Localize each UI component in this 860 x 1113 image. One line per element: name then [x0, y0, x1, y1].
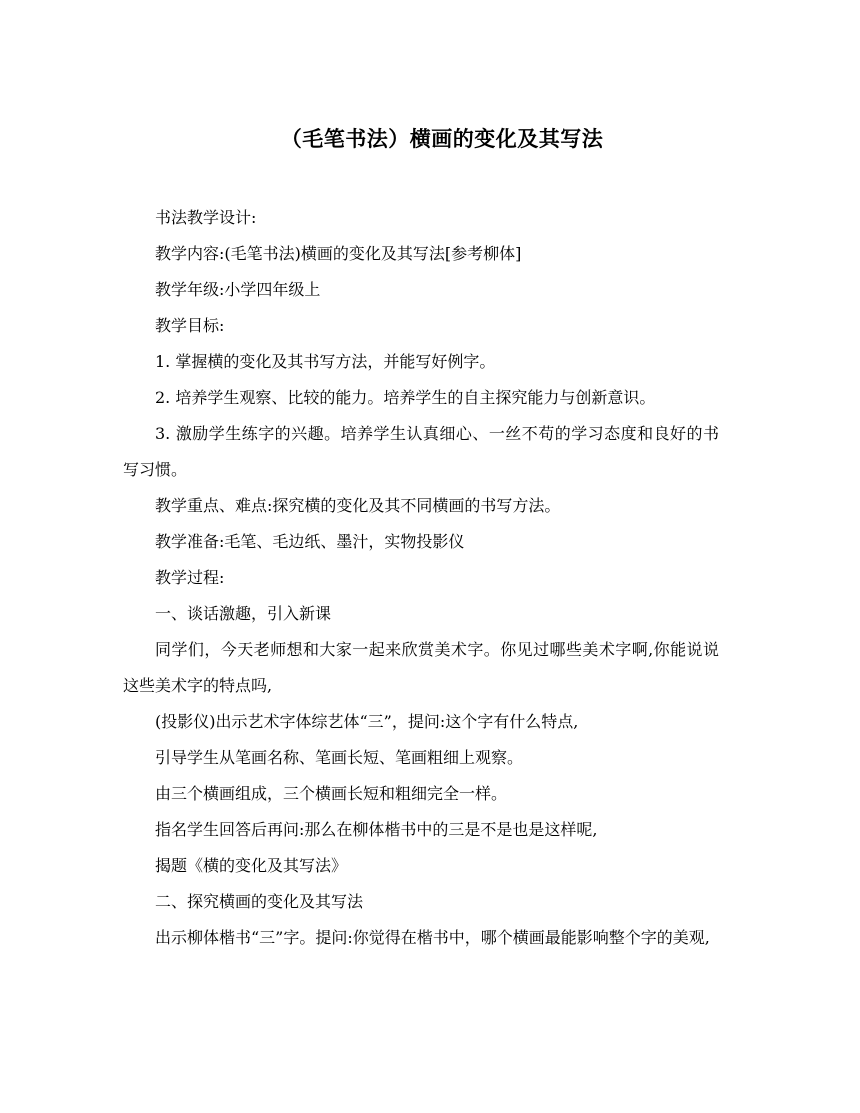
- paragraph: 二、探究横画的变化及其写法: [155, 892, 364, 911]
- paragraph: 3. 激励学生练字的兴趣。培养学生认真细心、一丝不苟的学习态度和良好的书写习惯。: [123, 424, 719, 479]
- paragraph: 教学目标:: [155, 316, 225, 335]
- paragraph: 揭题《横的变化及其写法》: [155, 856, 348, 875]
- paragraph: 出示柳体楷书“三”字。提问:你觉得在楷书中，哪个横画最能影响整个字的美观,: [155, 928, 710, 947]
- paragraph: 教学重点、难点:探究横的变化及其不同横画的书写方法。: [155, 496, 561, 515]
- paragraph: 书法教学设计:: [155, 208, 257, 227]
- page-title: （毛笔书法）横画的变化及其写法: [280, 126, 604, 151]
- paragraph: 1. 掌握横的变化及其书写方法，并能写好例字。: [155, 352, 496, 371]
- paragraph: 教学年级:小学四年级上: [155, 280, 321, 299]
- paragraph: 一、谈话激趣，引入新课: [155, 604, 332, 623]
- paragraph: 引导学生从笔画名称、笔画长短、笔画粗细上观察。: [155, 748, 524, 767]
- paragraph: (投影仪)出示艺术字体综艺体“三”，提问:这个字有什么特点,: [155, 712, 579, 731]
- paragraph: 教学过程:: [155, 568, 225, 587]
- paragraph: 由三个横画组成，三个横画长短和粗细完全一样。: [155, 784, 508, 803]
- paragraph: 2. 培养学生观察、比较的能力。培养学生的自主探究能力与创新意识。: [155, 388, 656, 407]
- paragraph: 指名学生回答后再问:那么在柳体楷书中的三是不是也是这样呢,: [155, 820, 598, 839]
- paragraph: 同学们，今天老师想和大家一起来欣赏美术字。你见过哪些美术字啊,你能说说这些美术字的特点吗,: [123, 640, 719, 695]
- document-body: [123, 200, 719, 956]
- paragraph: 教学准备:毛笔、毛边纸、墨汁，实物投影仪: [155, 532, 465, 551]
- paragraph: 教学内容:(毛笔书法)横画的变化及其写法[参考柳体]: [155, 244, 522, 263]
